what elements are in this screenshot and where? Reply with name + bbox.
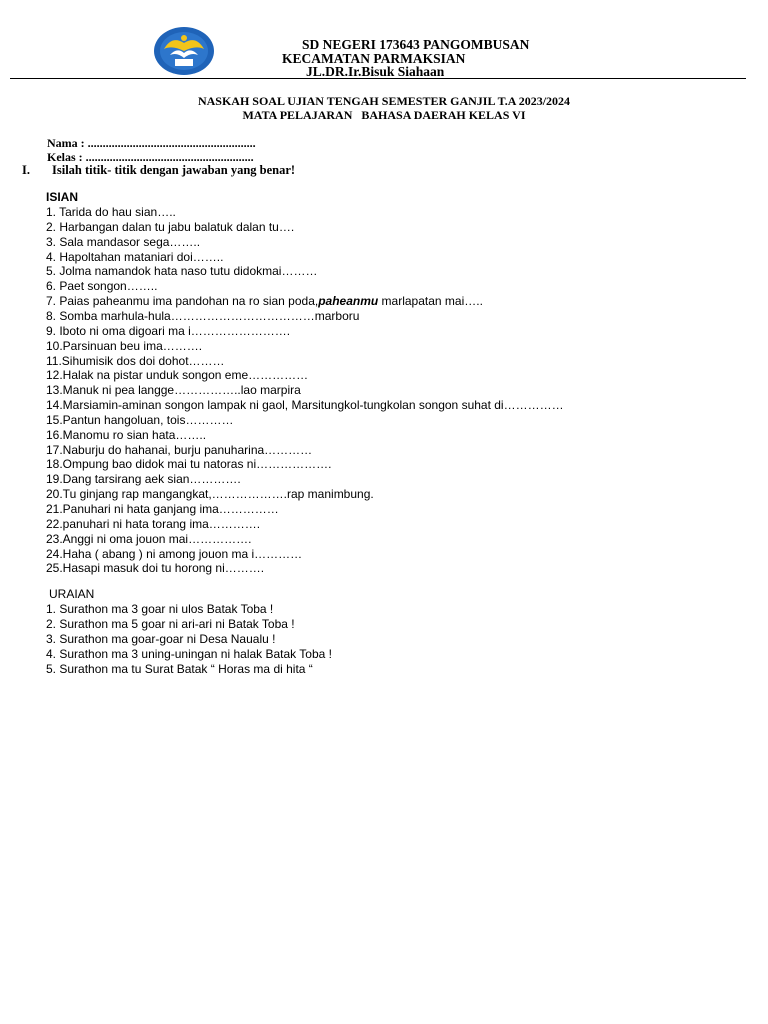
isian-item: 19.Dang tarsirang aek sian…………. <box>46 472 241 487</box>
tut-wuri-handayani-emblem-icon <box>152 25 216 77</box>
uraian-item: 3. Surathon ma goar-goar ni Desa Naualu ! <box>46 631 276 646</box>
instruction-text: Isilah titik- titik dengan jawaban yang benar! <box>52 163 296 177</box>
isian-item: 18.Ompung bao didok mai tu natoras ni………………. <box>46 457 332 472</box>
subject-title: MATA PELAJARAN BAHASA DAERAH KELAS VI <box>242 108 526 122</box>
uraian-item: 5. Surathon ma tu Surat Batak “ Horas ma di hita “ <box>46 661 313 676</box>
isian-item: 14.Marsiamin-aminan songon lampak ni gaol, Marsitungkol-tungkolan songon suhat di…………… <box>46 398 564 413</box>
header-divider <box>10 78 746 79</box>
name-field: Nama : ........................................................ <box>47 136 256 150</box>
isian-item: 21.Panuhari ni hata ganjang ima…………… <box>46 502 279 516</box>
isian-item: 8. Somba marhula-hula………………………………marboru <box>46 308 360 323</box>
isian-item: 23.Anggi ni oma jouon mai……………. <box>46 531 252 546</box>
isian-item: 17.Naburju do hahanai, burju panuharina………… <box>46 442 313 457</box>
school-logo <box>152 25 216 77</box>
isian-item: 5. Jolma namandok hata naso tutu didokmai……… <box>46 264 318 279</box>
isian-item <box>46 294 483 308</box>
isian-item-text: 7. Paias paheanmu ima pandohan na ro sian poda, <box>46 294 319 309</box>
isian-item: 20.Tu ginjang rap mangangkat,……………….rap manimbung. <box>46 487 374 502</box>
isian-item: 4. Hapoltahan mataniari doi…….. <box>46 249 224 264</box>
uraian-item: 2. Surathon ma 5 goar ni ari-ari ni Batak Toba ! <box>46 616 295 631</box>
isian-item: 15.Pantun hangoluan, tois………… <box>46 412 234 427</box>
instruction-number: I. <box>22 163 30 177</box>
isian-item: 22.panuhari ni hata torang ima…………. <box>46 516 261 531</box>
school-name: SD NEGERI 173643 PANGOMBUSAN <box>302 37 530 52</box>
uraian-item: 4. Surathon ma 3 uning-uningan ni halak Batak Toba ! <box>46 646 332 661</box>
uraian-heading: URAIAN <box>49 587 95 601</box>
isian-item: 6. Paet songon…….. <box>46 279 158 294</box>
district-name: KECAMATAN PARMAKSIAN <box>282 51 466 66</box>
isian-item: 24.Haha ( abang ) ni among jouon ma i………… <box>46 546 303 561</box>
isian-item: 25.Hasapi masuk doi tu horong ni………. <box>46 561 265 576</box>
isian-item: 13.Manuk ni pea langge……………..lao marpira <box>46 383 301 398</box>
school-address: JL.DR.Ir.Bisuk Siahaan <box>306 64 445 79</box>
isian-item-emphasis: paheanmu <box>318 294 379 309</box>
isian-item: 9. Iboto ni oma digoari ma i……………………. <box>46 323 291 338</box>
isian-item: 1. Tarida do hau sian….. <box>46 205 176 219</box>
isian-item: 10.Parsinuan beu ima………. <box>46 338 203 353</box>
class-field: Kelas : ........................................................ <box>47 150 254 164</box>
exam-title: NASKAH SOAL UJIAN TENGAH SEMESTER GANJIL T.A 2023/2024 <box>197 94 571 108</box>
isian-heading: ISIAN <box>46 190 79 204</box>
isian-item: 12.Halak na pistar unduk songon eme…………… <box>46 368 309 383</box>
uraian-item: 1. Surathon ma 3 goar ni ulos Batak Toba ! <box>46 602 274 616</box>
isian-item: 2. Harbangan dalan tu jabu balatuk dalan tu…. <box>46 219 295 234</box>
isian-item: 16.Manomu ro sian hata…….. <box>46 427 207 442</box>
isian-item-text: marlapatan mai….. <box>378 294 483 309</box>
isian-item: 3. Sala mandasor sega…….. <box>46 234 201 249</box>
isian-item: 11.Sihumisik dos doi dohot……… <box>46 353 225 368</box>
